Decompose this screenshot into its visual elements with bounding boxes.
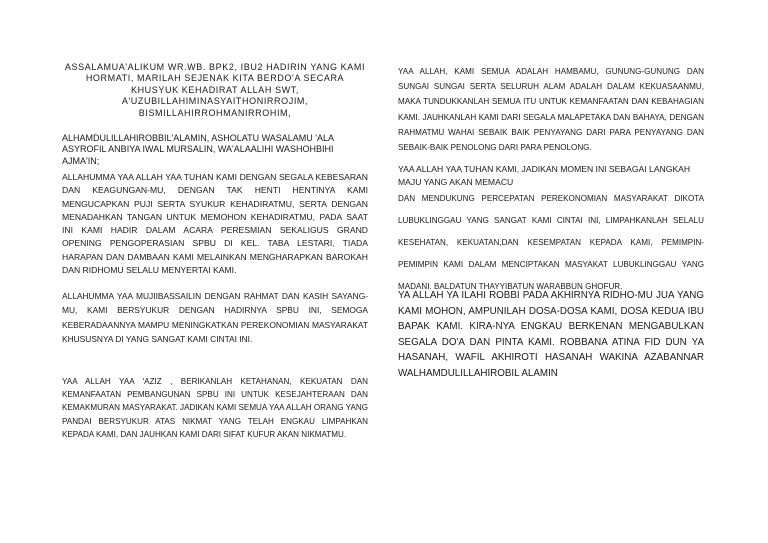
prayer-paragraph-4: YAA ALLAH, KAMI SEMUA ADALAH HAMBAMU, GUNUNG-GUNUNG DAN SUNGAI SUNGAI SERTA SELURUH ALAM ADALAH DALAM KEKUASAANMU, MAKA TUNDUKKANLAH SEMUA ITU UNTUK KEMANFAATAN DAN KEBAHAGIAN KAMI. JAUHKANLAH KAMI DARI SEGALA MALAPETAKA DAN BAHAYA, DENGAN RAHMATMU WAHAI SEBAIK BAIK PENYAYANG DARI PARA PENYAYANG DAN SEBAIK-BAIK PENOLONG DARI PARA PENOLONG. bbox=[398, 67, 704, 153]
prayer-paragraph-3: YAA ALLAH YAA 'AZIZ , BERIKANLAH KETAHANAN, KEKUATAN DAN KEMANFAATAN PEMBANGUNAN SPBU INI UNTUK KESEJAHTERAAN DAN KEMAKMURAN MASYARAKAT. JADIKAN KAMI SEMUA YAA ALLAH ORANG YANG PANDAI BERSYUKUR ATAS NIKMAT YANG TELAH ENGKAU LIMPAHKAN KEPADA KAMI, DAN JAUHKAN KAMI DARI SIFAT KUFUR AKAN NIKMATMU. bbox=[62, 377, 368, 439]
prayer-paragraph-1: ALLAHUMMA YAA ALLAH YAA TUHAN KAMI DENGAN SEGALA KEBESARAN DAN KEAGUNGAN-MU, DENGAN TAK HENTI HENTINYA KAMI MENGUCAPKAN PUJI SERTA SYUKUR KEHADIRATMU, SERTA DENGAN MENADAHKAN TANGAN UNTUK MEMOHON KEHADIRATMU, PADA SAAT INI KAMI HADIR DALAM ACARA PERESMIAN SEKALIGUS GRAND OPENING PENGOPERASIAN SPBU DI KEL. TABA LESTARI, TIADA HARAPAN DAN DAMBAAN KAMI MELAINKAN MENGHARAPKAN BAROKAH DAN RIDHOMU SELALU MENYERTAI KAMI. bbox=[62, 172, 368, 276]
prayer-paragraph-5-body: DAN MENDUKUNG PERCEPATAN PEREKONOMIAN MASYARAKAT DIKOTA LUBUKLINGGAU YANG SANGAT KAMI CINTAI INI, LIMPAHKANLAH SELALU KESEHATAN, KEKUATAN,DAN KESEMPATAN KEPADA KAMI, PEMIMPIN- PEMIMPIN KAMI DALAM MENCIPTAKAN MASYAKAT LUBUKLINGGAU YANG MADANI. BALDATUN THAYYIBATUN WARABBUN GHOFUR. bbox=[398, 194, 704, 291]
opening-greeting: ASSALAMUA'ALIKUM WR.WB. BPK2, IBU2 HADIRIN YANG KAMI HORMATI, MARILAH SEJENAK KITA BERDO'A SECARA KHUSYUK KEHADIRAT ALLAH SWT, A'UZUBILLAHIMINASYAITHONIRROJIM, BISMILLAHIRROHMANIRROHIM, bbox=[64, 62, 366, 118]
opening-salawat: ALHAMDULILLAHIROBBIL'ALAMIN, ASHOLATU WASALAMU 'ALA ASYROFIL ANBIYA IWAL MURSALIN, WA'ALAALIHI WASHOHBIHI AJMA'IN; bbox=[62, 133, 334, 166]
prayer-paragraph-2: ALLAHUMMA YAA MUJIIBASSAILIN DENGAN RAHMAT DAN KASIH SAYANG-MU, KAMI BERSYUKUR DENGAN HADIRNYA SPBU INI, SEMOGA KEBERADAANNYA MAMPU MENINGKATKAN PEREKONOMIAN MASYARAKAT KHUSUSNYA DI YANG SANGAT KAMI CINTAI INI. bbox=[62, 291, 368, 344]
closing-prayer: YA ALLAH YA ILAHI ROBBI PADA AKHIRNYA RIDHO-MU JUA YANG KAMI MOHON, AMPUNILAH DOSA-DOSA KAMI, DOSA KEDUA IBU BAPAK KAMI. KIRA-NYA ENGKAU BERKENAN MENGABULKAN SEGALA DO'A DAN PINTA KAMI. ROBBANA ATINA FID DUN YA HASANAH, WAFIL AKHIROTI HASANAH WAKINA AZABANNAR WALHAMDULILLAHIROBIL ALAMIN bbox=[398, 290, 704, 379]
prayer-paragraph-5-head: YAA ALLAH YAA TUHAN KAMI, JADIKAN MOMEN INI SEBAGAI LANGKAH MAJU YANG AKAN MEMACU bbox=[398, 164, 691, 188]
